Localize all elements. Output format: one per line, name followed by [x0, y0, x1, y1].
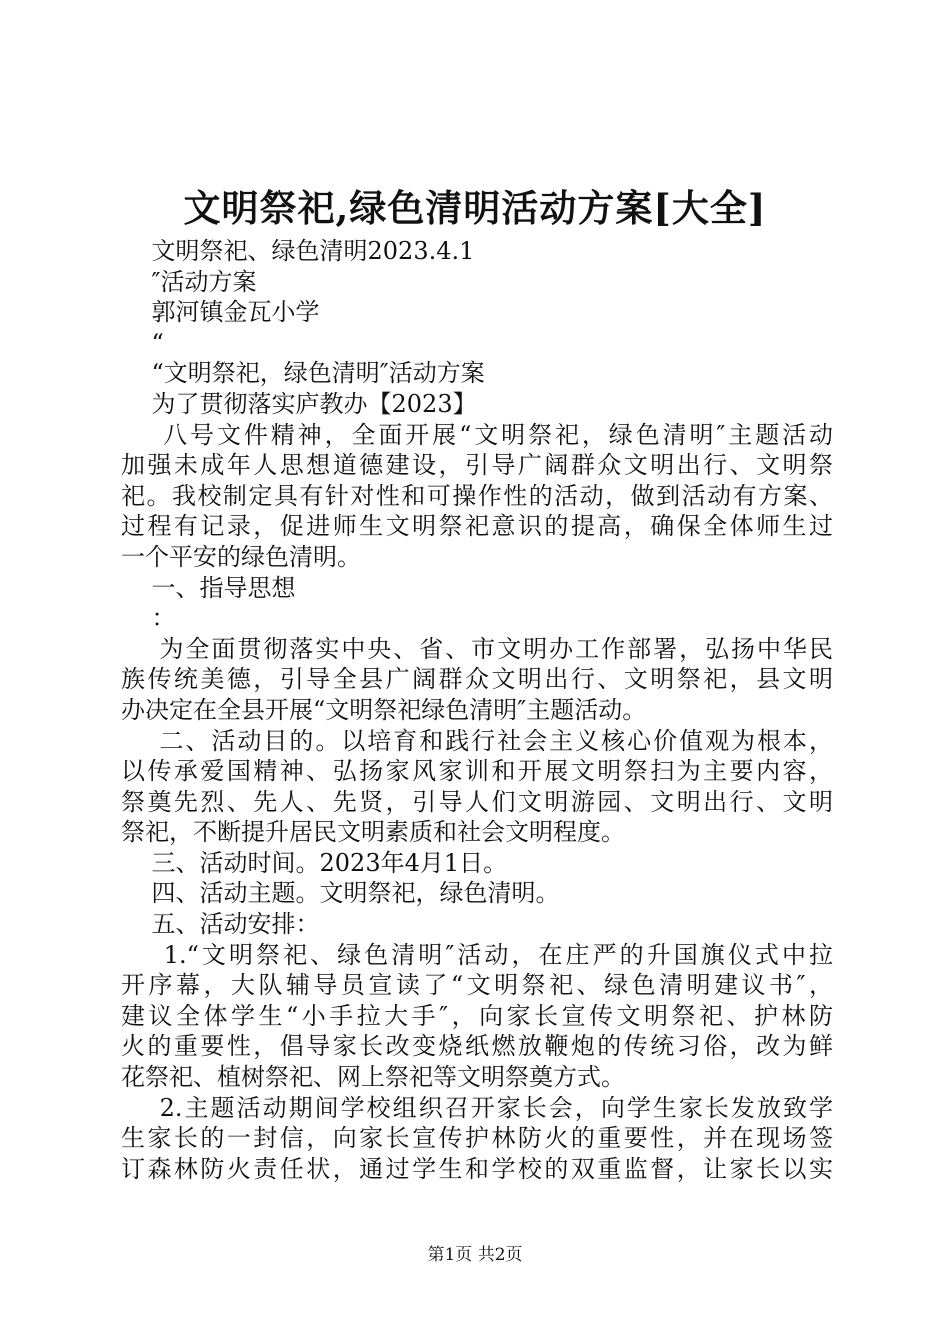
text-line: “ — [121, 328, 164, 357]
text-line: 二、活动目的。以培育和践行社会主义核心价值观为根本， — [121, 726, 833, 755]
text-line: 一个平安的绿色清明。 — [121, 542, 361, 571]
text-line: 生家长的一封信，向家长宣传护林防火的重要性，并在现场签 — [121, 1124, 833, 1153]
text-line: 办决定在全县开展“文明祭祀绿色清明″主题活动。 — [121, 695, 647, 724]
text-line: 祭祀，不断提升居民文明素质和社会文明程度。 — [121, 818, 625, 847]
text-line: 五、活动安排： — [121, 910, 320, 939]
text-line: 以传承爱国精神、弘扬家风家训和开展文明祭扫为主要内容， — [121, 757, 833, 786]
text-line: 火的重要性，倡导家长改变烧纸燃放鞭炮的传统习俗，改为鲜 — [121, 1032, 833, 1061]
text-line: “文明祭祀，绿色清明″活动方案 — [121, 359, 485, 388]
text-line: 开序幕，大队辅导员宣读了“文明祭祀、绿色清明建议书″， — [121, 971, 833, 1000]
text-line: 2.主题活动期间学校组织召开家长会，向学生家长发放致学 — [121, 1093, 833, 1122]
text-line: 祀。我校制定具有针对性和可操作性的活动，做到活动有方案、 — [121, 481, 833, 510]
text-line: 加强未成年人思想道德建设，引导广阔群众文明出行、文明祭 — [121, 451, 833, 480]
text-line: ： — [121, 604, 176, 633]
text-line: 祭奠先烈、先人、先贤，引导人们文明游园、文明出行、文明 — [121, 787, 833, 816]
text-line: 八号文件精神，全面开展“文明祭祀，绿色清明″主题活动 — [121, 420, 833, 449]
text-line: 订森林防火责任状，通过学生和学校的双重监督，让家长以实 — [121, 1154, 833, 1183]
text-line: 文明祭祀、绿色清明2023.4.1 — [121, 237, 475, 265]
document-title: 文明祭祀,绿色清明活动方案[大全] — [183, 186, 767, 230]
text-line: 三、活动时间。2023年4月1日。 — [121, 848, 508, 877]
text-line: 花祭祀、植树祭祀、网上祭祀等文明祭奠方式。 — [121, 1063, 625, 1092]
document-body — [121, 236, 833, 1184]
text-line: 过程有记录，促进师生文明祭祀意识的提高，确保全体师生过 — [121, 512, 833, 541]
text-line: 1.“文明祭祀、绿色清明″活动，在庄严的升国旗仪式中拉 — [121, 940, 833, 969]
text-line: 族传统美德，引导全县广阔群众文明出行、文明祭祀，县文明 — [121, 665, 833, 694]
text-line: 郭河镇金瓦小学 — [121, 298, 320, 327]
text-line: 建议全体学生“小手拉大手″，向家长宣传文明祭祀、护林防 — [121, 1001, 833, 1030]
text-line: 一、指导思想 — [121, 573, 296, 602]
text-line: ″活动方案 — [121, 267, 257, 296]
text-line: 为了贯彻落实庐教办【2023】 — [121, 389, 477, 418]
text-line: 四、活动主题。文明祭祀，绿色清明。 — [121, 879, 560, 908]
page-footer: 第1页 共2页 — [427, 1245, 523, 1265]
text-line: 为全面贯彻落实中央、省、市文明办工作部署，弘扬中华民 — [121, 634, 833, 663]
